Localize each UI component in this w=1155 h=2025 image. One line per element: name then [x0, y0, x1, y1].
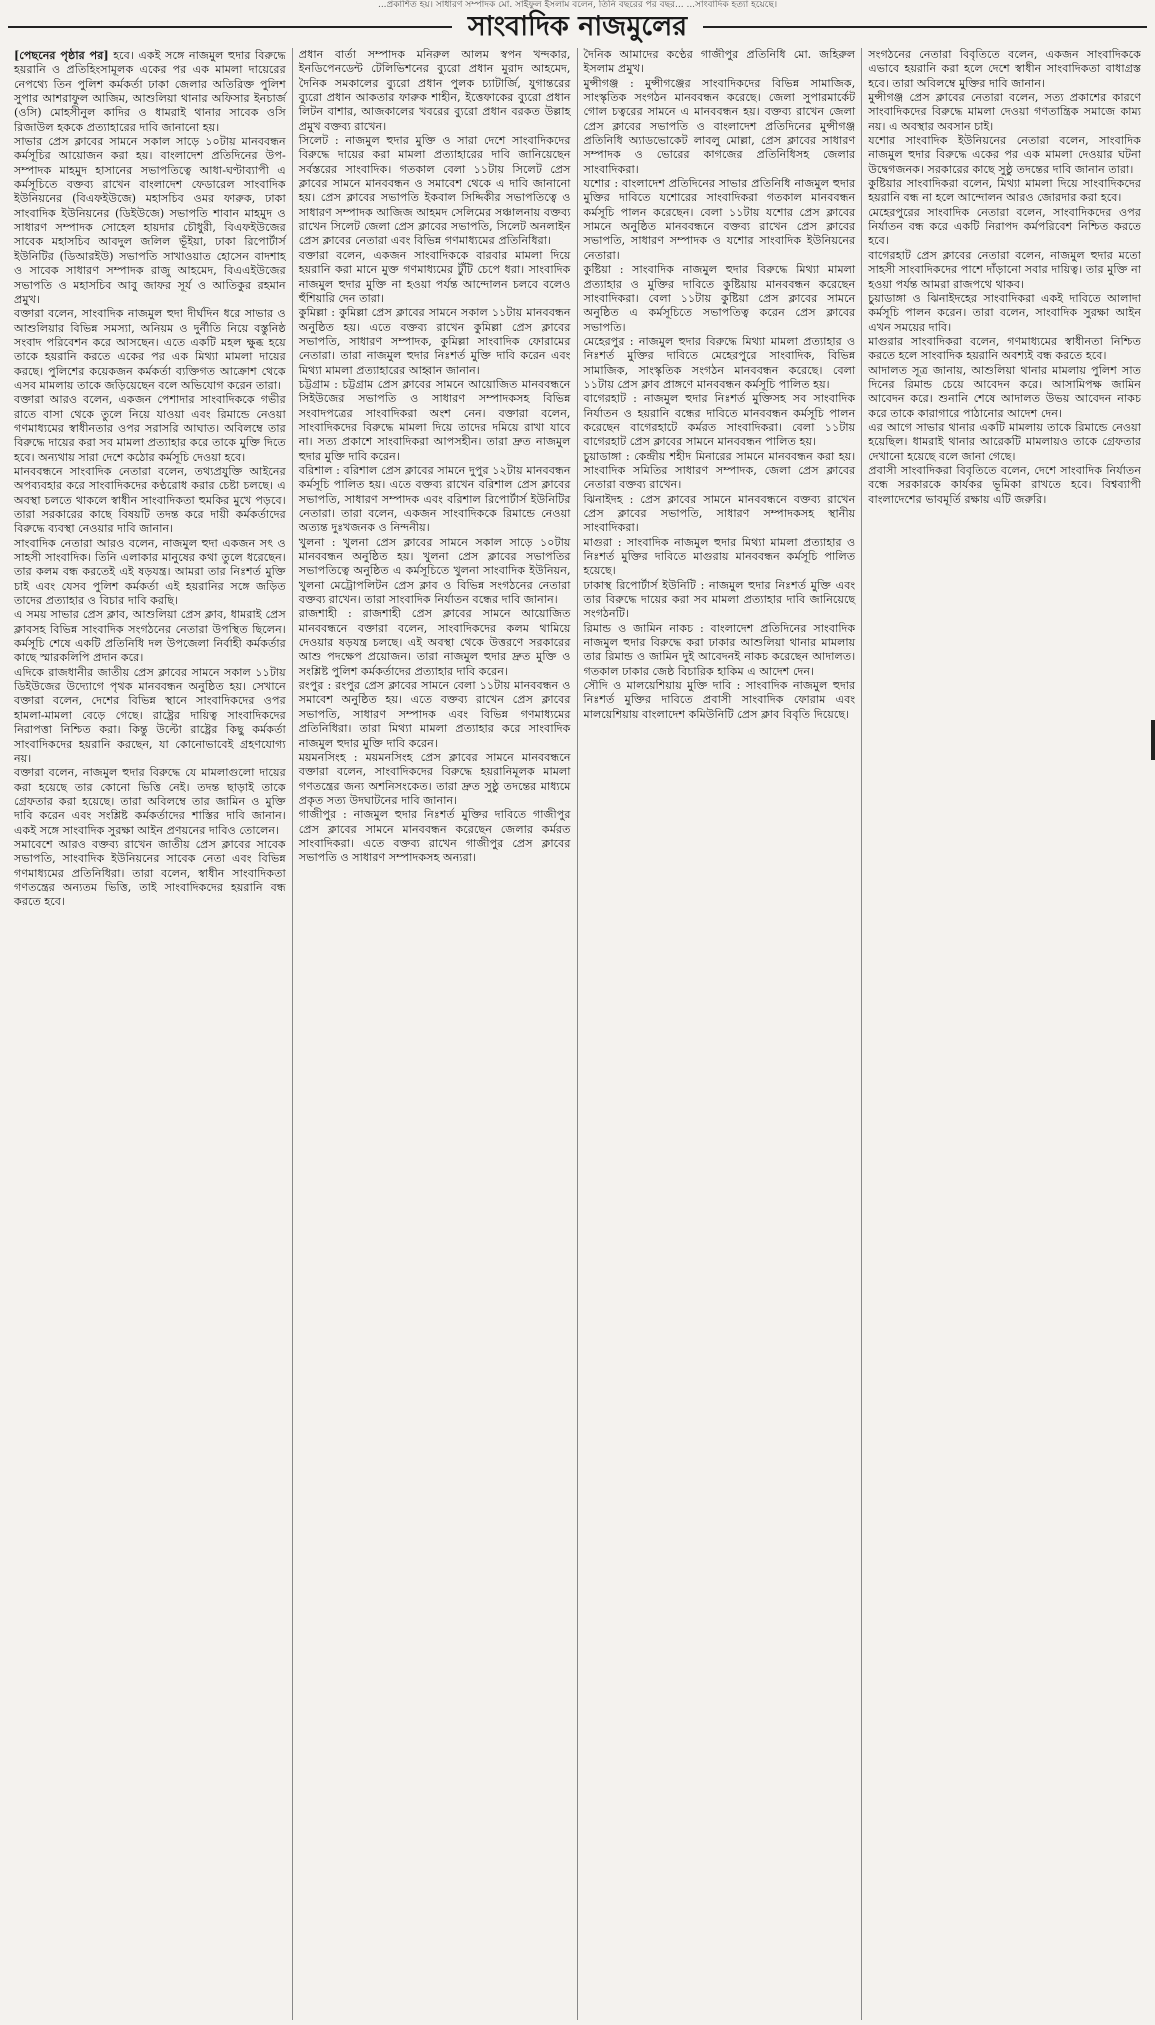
article-paragraph: আদালত সূত্র জানায়, আশুলিয়া থানার মামলায় পুলিশ সাত দিনের রিমান্ড চেয়ে আবেদন করে। আসামিপক্ষ জামিন আবেদন করে। শুনানি শেষে আদালত উভয় আবেদন নাকচ করে তাকে কারাগারে পাঠানোর আদেশ দেন। — [868, 363, 1141, 420]
article-paragraph: মুন্সীগঞ্জ প্রেস ক্লাবের নেতারা বলেন, সত্য প্রকাশের কারণে সাংবাদিকদের বিরুদ্ধে মামলা দেওয়া গণতান্ত্রিক সমাজে কাম্য নয়। এ অবস্থার অবসান চাই। — [868, 91, 1141, 133]
article-column-4 — [862, 48, 1147, 2020]
article-column-1 — [8, 48, 293, 2020]
article-paragraph: সাভার প্রেস ক্লাবের সামনে সকাল সাড়ে ১০টায় মানববন্ধন কর্মসূচির আয়োজন করা হয়। বাংলাদেশ প্রতিদিনের উপ-সম্পাদক মাহমুদ হাসানের সভাপতিত্বে আধা-ঘণ্টাব্যাপী এ কর্মসূচিতে বক্তব্য রাখেন বাংলাদেশ ফেডারেল সাংবাদিক ইউনিয়নের (বিএফইউজে) মহাসচিব ওমর ফারুক, ঢাকা সাংবাদিক ইউনিয়নের (ডিইউজে) সভাপতি শাবান মাহমুদ ও সাধারণ সম্পাদক সোহেল হায়দার চৌধুরী, বিএফইউজের সাবেক মহাসচিব আবদুল জলিল ভূঁইয়া, ঢাকা রিপোর্টার্স ইউনিটির (ডিআরইউ) সভাপতি সাখাওয়াত হোসেন বাদশাহ ও সাবেক সাধারণ সম্পাদক রাজু আহমেদ, বিএএইউজের সভাপতি ও মহাসচিব আবু জাফর সূর্য ও আতিকুর রহমান প্রমুখ। — [14, 135, 286, 306]
article-paragraph: যশোর সাংবাদিক ইউনিয়নের নেতারা বলেন, সাংবাদিক নাজমুল হুদার বিরুদ্ধে একের পর এক মামলা দেওয়ার ঘটনা উদ্বেগজনক। সরকারের কাছে সুষ্ঠু তদন্তের দাবি জানান তারা। — [868, 134, 1141, 176]
article-paragraph: সাংবাদিক নেতারা আরও বলেন, নাজমুল হুদা একজন সৎ ও সাহসী সাংবাদিক। তিনি এলাকার মানুষের কথা তুলে ধরেছেন। তার কলম বন্ধ করতেই এই ষড়যন্ত্র। আমরা তার নিঃশর্ত মুক্তি চাই এবং যেসব পুলিশ কর্মকর্তা এই হয়রানির সঙ্গে জড়িত তাদের প্রত্যাহার ও বিচার দাবি করছি। — [14, 536, 286, 608]
article-columns — [8, 48, 1147, 2020]
article-paragraph: চট্টগ্রাম : চট্টগ্রাম প্রেস ক্লাবের সামনে আয়োজিত মানববন্ধনে সিইউজের সভাপতি ও সাধারণ সম্পাদকসহ বিভিন্ন সংবাদপত্রের সাংবাদিকরা অংশ নেন। বক্তারা বলেন, সাংবাদিকদের বিরুদ্ধে মামলা দিয়ে তাদের দমিয়ে রাখা যাবে না। সত্য প্রকাশে সাংবাদিকরা আপসহীন। তারা দ্রুত নাজমুল হুদার মুক্তি দাবি করেন। — [298, 377, 571, 463]
article-paragraph: মাগুরার সাংবাদিকরা বলেন, গণমাধ্যমের স্বাধীনতা নিশ্চিত করতে হলে সাংবাদিক হয়রানি অবশ্যই বন্ধ করতে হবে। — [868, 334, 1141, 363]
article-paragraph: কুষ্টিয়া : সাংবাদিক নাজমুল হুদার বিরুদ্ধে মিথ্যা মামলা প্রত্যাহার ও মুক্তির দাবিতে কুষ্টিয়ায় মানববন্ধন করেছেন সাংবাদিকরা। বেলা ১১টায় কুষ্টিয়া প্রেস ক্লাবের সামনে অনুষ্ঠিত এ কর্মসূচিতে সভাপতিত্ব করেন প্রেস ক্লাবের সভাপতি। — [583, 263, 856, 334]
article-paragraph: কুষ্টিয়ার সাংবাদিকরা বলেন, মিথ্যা মামলা দিয়ে সাংবাদিকদের হয়রানি বন্ধ না হলে আন্দোলন আরও জোরদার করা হবে। — [868, 177, 1141, 205]
article-paragraph: বক্তারা বলেন, সাংবাদিক নাজমুল হুদা দীর্ঘদিন ধরে সাভার ও আশুলিয়ার বিভিন্ন সমস্যা, অনিয়ম ও দুর্নীতি নিয়ে বস্তুনিষ্ঠ সংবাদ পরিবেশন করে আসছেন। এতে একটি মহল ক্ষুব্ধ হয়ে তাকে হয়রানি করতে একের পর এক মিথ্যা মামলা দায়ের করছে। পুলিশের কয়েকজন কর্মকর্তা ব্যক্তিগত আক্রোশ থেকে এসব মামলায় তাকে জড়িয়েছেন বলে অভিযোগ করেন তারা। — [14, 307, 286, 392]
article-paragraph: এ সময় সাভার প্রেস ক্লাব, আশুলিয়া প্রেস ক্লাব, ধামরাই প্রেস ক্লাবসহ বিভিন্ন সাংবাদিক সংগঠনের নেতারা উপস্থিত ছিলেন। কর্মসূচি শেষে একটি প্রতিনিধি দল উপজেলা নির্বাহী কর্মকর্তার কাছে স্মারকলিপি প্রদান করে। — [14, 608, 286, 665]
article-paragraph: খুলনা : খুলনা প্রেস ক্লাবের সামনে সকাল সাড়ে ১০টায় মানববন্ধন অনুষ্ঠিত হয়। খুলনা প্রেস ক্লাবের সভাপতির সভাপতিত্বে অনুষ্ঠিত এ কর্মসূচিতে খুলনা সাংবাদিক ইউনিয়ন, খুলনা মেট্রোপলিটন প্রেস ক্লাব ও বিভিন্ন সংগঠনের নেতারা বক্তব্য রাখেন। তারা সাংবাদিক নির্যাতন বন্ধের দাবি জানান। — [298, 535, 571, 607]
article-paragraph: মাগুরা : সাংবাদিক নাজমুল হুদার মিথ্যা মামলা প্রত্যাহার ও নিঃশর্ত মুক্তির দাবিতে মাগুরায় মানববন্ধন কর্মসূচি পালিত হয়েছে। — [583, 535, 856, 578]
article-paragraph: রিমান্ড ও জামিন নাকচ : বাংলাদেশ প্রতিদিনের সাংবাদিক নাজমুল হুদার বিরুদ্ধে করা ঢাকার আশুলিয়া থানার মামলায় তার রিমান্ড ও জামিন দুই আবেদনই নাকচ করেছেন আদালত। গতকাল ঢাকার জেষ্ঠ বিচারিক হাকিম এ আদেশ দেন। — [583, 621, 856, 678]
article-paragraph: চুয়াডাঙ্গা ও ঝিনাইদহের সাংবাদিকরা একই দাবিতে আলাদা কর্মসূচি পালন করেন। তারা বলেন, সাংবাদিক সুরক্ষা আইন এখন সময়ের দাবি। — [868, 291, 1141, 334]
article-paragraph: [পেছনের পৃষ্ঠার পর] হবে। একই সঙ্গে নাজমুল হুদার বিরুদ্ধে হয়রানি ও প্রতিহিংসামূলক একের পর এক মামলা দায়েরের নেপথ্যে তিন পুলিশ কর্মকর্তা ঢাকা জেলার অতিরিক্ত পুলিশ সুপার আশরাফুল আজিম, আশুলিয়া থানার অফিসার ইনচার্জ (ওসি) মোহসীনুল কাদির ও ধামরাই থানার সাবেক ওসি রিজাউল হককে প্রত্যাহারের দাবি জানানো হয়। — [14, 48, 286, 134]
article-paragraph: রংপুর : রংপুর প্রেস ক্লাবের সামনে বেলা ১১টায় মানববন্ধন ও সমাবেশ অনুষ্ঠিত হয়। এতে বক্তব্য রাখেন প্রেস ক্লাবের সভাপতি, সাধারণ সম্পাদক এবং বিভিন্ন গণমাধ্যমের প্রতিনিধিরা। তারা মিথ্যা মামলা প্রত্যাহার করে সাংবাদিক নাজমুল হুদার মুক্তি দাবি করেন। — [298, 679, 571, 750]
article-paragraph: বাগেরহাট : নাজমুল হুদার নিঃশর্ত মুক্তিসহ সব সাংবাদিক নির্যাতন ও হয়রানি বন্ধের দাবিতে মানববন্ধন কর্মসূচি পালন করেছেন বাগেরহাটে কর্মরত সাংবাদিকরা। বেলা ১১টায় বাগেরহাট প্রেস ক্লাবের সামনে মানববন্ধন পালিত হয়। — [583, 392, 856, 449]
article-paragraph: মেহেরপুরের সাংবাদিক নেতারা বলেন, সাংবাদিকদের ওপর নির্যাতন বন্ধ করে একটি নিরাপদ কর্মপরিবেশ নিশ্চিত করতে হবে। — [868, 205, 1141, 248]
article-paragraph: এর আগে সাভার থানার একটি মামলায় তাকে রিমান্ডে নেওয়া হয়েছিল। ধামরাই থানার আরেকটি মামলায়ও তাকে গ্রেফতার দেখানো হয়েছে বলে জানা গেছে। — [868, 420, 1141, 463]
article-paragraph: সংগঠনের নেতারা বিবৃতিতে বলেন, একজন সাংবাদিককে এভাবে হয়রানি করা হলে দেশে স্বাধীন সাংবাদিকতা বাধাগ্রস্ত হবে। তারা অবিলম্বে মুক্তির দাবি জানান। — [868, 48, 1141, 90]
article-paragraph: বাগেরহাট প্রেস ক্লাবের নেতারা বলেন, নাজমুল হুদার মতো সাহসী সাংবাদিকদের পাশে দাঁড়ানো সবার দায়িত্ব। তার মুক্তি না হওয়া পর্যন্ত আমরা রাজপথে থাকব। — [868, 248, 1141, 291]
article-paragraph: বক্তারা বলেন, নাজমুল হুদার বিরুদ্ধে যে মামলাগুলো দায়ের করা হয়েছে তার কোনো ভিত্তি নেই। তদন্ত ছাড়াই তাকে গ্রেফতার করা হয়েছে। তারা অবিলম্বে তার জামিন ও মুক্তি দাবি করেন এবং সংশ্লিষ্ট কর্মকর্তাদের শাস্তির দাবি জানান। একই সঙ্গে সাংবাদিক সুরক্ষা আইন প্রণয়নের দাবিও তোলেন। — [14, 766, 286, 837]
article-column-2 — [293, 48, 578, 2020]
article-paragraph: সমাবেশে আরও বক্তব্য রাখেন জাতীয় প্রেস ক্লাবের সাবেক সভাপতি, সাংবাদিক ইউনিয়নের সাবেক নেতা এবং বিভিন্ন গণমাধ্যমের প্রতিনিধিরা। তারা বলেন, স্বাধীন সাংবাদিকতা গণতন্ত্রের অন্যতম ভিত্তি, তাই সাংবাদিকদের হয়রানি বন্ধ করতে হবে। — [14, 837, 286, 909]
article-paragraph: যশোর : বাংলাদেশ প্রতিদিনের সাভার প্রতিনিধি নাজমুল হুদার মুক্তির দাবিতে যশোরের সাংবাদিকরা গতকাল মানববন্ধন কর্মসূচি পালন করেছেন। বেলা ১১টায় যশোর প্রেস ক্লাবের সামনে অনুষ্ঠিত মানববন্ধনে বক্তব্য রাখেন প্রেস ক্লাবের সভাপতি, সাধারণ সম্পাদক ও যশোর সাংবাদিক ইউনিয়নের নেতারা। — [583, 177, 856, 262]
article-paragraph: দৈনিক আমাদের কণ্ঠের গাজীপুর প্রতিনিধি মো. জহিরুল ইসলাম প্রমুখ। — [583, 48, 856, 76]
article-paragraph: রাজশাহী : রাজশাহী প্রেস ক্লাবের সামনে আয়োজিত মানববন্ধনে বক্তারা বলেন, সাংবাদিকদের কলম থামিয়ে দেওয়ার ষড়যন্ত্র চলছে। এই অবস্থা থেকে উত্তরণে সরকারের আশু পদক্ষেপ প্রয়োজন। তারা নাজমুল হুদার দ্রুত মুক্তি ও সংশ্লিষ্ট পুলিশ কর্মকর্তাদের প্রত্যাহার দাবি করেন। — [298, 607, 571, 678]
article-paragraph: মুন্সীগঞ্জ : মুন্সীগঞ্জের সাংবাদিকদের বিভিন্ন সামাজিক, সাংস্কৃতিক সংগঠন মানববন্ধন করেছে। জেলা সুপারমার্কেট গোল চত্বরের সামনে এ মানববন্ধন হয়। বক্তব্য রাখেন জেলা প্রেস ক্লাবের সভাপতি ও বাংলাদেশ প্রতিদিনের মুন্সীগঞ্জ প্রতিনিধি অ্যাডভোকেট লাবলু মোল্লা, প্রেস ক্লাবের সাধারণ সম্পাদক ও ভোরের কাগজের প্রতিনিধিসহ জেলার সাংবাদিকরা। — [583, 76, 856, 176]
article-paragraph: কুমিল্লা : কুমিল্লা প্রেস ক্লাবের সামনে সকাল ১১টায় মানববন্ধন অনুষ্ঠিত হয়। এতে বক্তব্য রাখেন কুমিল্লা প্রেস ক্লাবের সভাপতি, সাধারণ সম্পাদক, কুমিল্লা সাংবাদিক ফোরামের নেতারা। তারা নাজমুল হুদার নিঃশর্ত মুক্তি দাবি করেন এবং মিথ্যা মামলা প্রত্যাহারের আহ্বান জানান। — [298, 306, 571, 377]
article-paragraph: বরিশাল : বরিশাল প্রেস ক্লাবের সামনে দুপুর ১২টায় মানববন্ধন কর্মসূচি পালিত হয়। এতে বক্তব্য রাখেন বরিশাল প্রেস ক্লাবের সভাপতি, সাধারণ সম্পাদক এবং বরিশাল রিপোর্টার্স ইউনিটির নেতারা। তারা বলেন, একজন সাংবাদিককে রিমান্ডে নেওয়া অত্যন্ত দুঃখজনক ও নিন্দনীয়। — [298, 463, 571, 535]
article-paragraph: প্রধান বার্তা সম্পাদক মনিরুল আলম স্বপন খন্দকার, ইনডিপেনডেন্ট টেলিভিশনের ব্যুরো প্রধান মুরাদ আহমেদ, দৈনিক সমকালের ব্যুরো প্রধান পুলক চ্যাটার্জি, যুগান্তরের ব্যুরো প্রধান আকতার ফারুক শাহীন, ইত্তেফাকের ব্যুরো প্রধান লিটন বাশার, আজকালের খবরের ব্যুরো প্রধান বরকত উল্লাহ প্রমুখ বক্তব্য রাখেন। — [298, 48, 571, 133]
article-paragraph: ঢাকাস্থ রিপোর্টার্স ইউনিটি : নাজমুল হুদার নিঃশর্ত মুক্তি এবং তার বিরুদ্ধে দায়ের করা সব মামলা প্রত্যাহার দাবি জানিয়েছে সংগঠনটি। — [583, 578, 856, 621]
headline-row — [8, 10, 1147, 44]
page-title: সাংবাদিক নাজমুলের — [467, 11, 688, 42]
article-paragraph: মানববন্ধনে সাংবাদিক নেতারা বলেন, তথ্যপ্রযুক্তি আইনের অপব্যবহার করে সাংবাদিকদের কণ্ঠরোধ করার চেষ্টা চলছে। এ অবস্থা চলতে থাকলে স্বাধীন সাংবাদিকতা হুমকির মুখে পড়বে। তারা সরকারের কাছে বিষয়টি তদন্ত করে দায়ী কর্মকর্তাদের বিরুদ্ধে ব্যবস্থা নেওয়ার দাবি জানান। — [14, 464, 286, 536]
continued-marker: [পেছনের পৃষ্ঠার পর] — [14, 48, 109, 62]
article-paragraph: বক্তারা আরও বলেন, একজন পেশাদার সাংবাদিককে গভীর রাতে বাসা থেকে তুলে নিয়ে যাওয়া এবং রিমান্ডে নেওয়া গণমাধ্যমের স্বাধীনতার ওপর সরাসরি আঘাত। অবিলম্বে তার বিরুদ্ধে দায়ের করা সব মামলা প্রত্যাহার করে তাকে মুক্তি দিতে হবে। অন্যথায় সারা দেশে কঠোর কর্মসূচি দেওয়া হবে। — [14, 393, 286, 464]
article-paragraph: গাজীপুর : নাজমুল হুদার নিঃশর্ত মুক্তির দাবিতে গাজীপুর প্রেস ক্লাবের সামনে মানববন্ধন করেছেন জেলার কর্মরত সাংবাদিকরা। এতে বক্তব্য রাখেন গাজীপুর প্রেস ক্লাবের সভাপতি ও সাধারণ সম্পাদকসহ অন্যরা। — [298, 808, 571, 865]
article-paragraph: চুয়াডাঙ্গা : কেন্দ্রীয় শহীদ মিনারের সামনে মানববন্ধন করা হয়। সাংবাদিক সমিতির সাধারণ সম্পাদক, জেলা প্রেস ক্লাবের নেতারা বক্তব্য রাখেন। — [583, 449, 856, 492]
article-paragraph: সৌদি ও মালয়েশিয়ায় মুক্তি দাবি : সাংবাদিক নাজমুল হুদার নিঃশর্ত মুক্তির দাবিতে প্রবাসী সাংবাদিক ফোরাম এবং মালয়েশিয়ায় বাংলাদেশ কমিউনিটি প্রেস ক্লাব বিবৃতি দিয়েছে। — [583, 679, 856, 721]
article-paragraph: মেহেরপুর : নাজমুল হুদার বিরুদ্ধে মিথ্যা মামলা প্রত্যাহার ও নিঃশর্ত মুক্তির দাবিতে মেহেরপুরে সাংবাদিক, বিভিন্ন সামাজিক, সাংস্কৃতিক সংগঠন মানববন্ধন করেছে। বেলা ১১টায় প্রেস ক্লাব প্রাঙ্গণে মানববন্ধন কর্মসূচি পালিত হয়। — [583, 334, 856, 391]
article-column-3 — [578, 48, 863, 2020]
headline-rule-right — [703, 26, 1147, 28]
top-caption: ...প্রকাশিত হয়। সাধারণ সম্পাদক মো. সাইফুল ইসলাম বলেন, তিনি বছরের পর বছর... ...সাংবাদিক হত্যা হয়েছে। — [377, 0, 778, 10]
article-paragraph: ময়মনসিংহ : ময়মনসিংহ প্রেস ক্লাবের সামনে মানববন্ধনে বক্তারা বলেন, সাংবাদিকদের বিরুদ্ধে হয়রানিমূলক মামলা গণতন্ত্রের জন্য অশনিসংকেত। তারা দ্রুত সুষ্ঠু তদন্তের মাধ্যমে প্রকৃত সত্য উদঘাটনের দাবি জানান। — [298, 750, 571, 807]
page-edge-mark — [1151, 720, 1155, 760]
article-paragraph: এদিকে রাজধানীর জাতীয় প্রেস ক্লাবের সামনে সকাল ১১টায় ডিইউজের উদ্যোগে পৃথক মানববন্ধন অনুষ্ঠিত হয়। সেখানে বক্তারা বলেন, দেশের বিভিন্ন স্থানে সাংবাদিকদের ওপর হামলা-মামলা বেড়ে গেছে। রাষ্ট্রের দায়িত্ব সাংবাদিকদের নিরাপত্তা নিশ্চিত করা। কিন্তু উল্টো রাষ্ট্রের কিছু কর্মকর্তা সাংবাদিকদের হয়রানি করছেন, যা কোনোভাবেই গ্রহণযোগ্য নয়। — [14, 665, 286, 765]
headline-rule-left — [8, 26, 452, 28]
article-paragraph: ঝিনাইদহ : প্রেস ক্লাবের সামনে মানববন্ধনে বক্তব্য রাখেন প্রেস ক্লাবের সভাপতি, সাধারণ সম্পাদকসহ স্থানীয় সাংবাদিকরা। — [583, 492, 856, 535]
article-paragraph: সিলেট : নাজমুল হুদার মুক্তি ও সারা দেশে সাংবাদিকদের বিরুদ্ধে দায়ের করা মামলা প্রত্যাহারের দাবি জানিয়েছেন সর্বস্তরের সাংবাদিক। গতকাল বেলা ১১টায় সিলেট প্রেস ক্লাবের সামনে মানববন্ধন ও সমাবেশ থেকে এ দাবি জানানো হয়। প্রেস ক্লাবের সভাপতি ইকবাল সিদ্দিকীর সভাপতিত্বে ও সাধারণ সম্পাদক আজিজ আহমদ সেলিমের সঞ্চালনায় বক্তব্য রাখেন সিলেট জেলা প্রেস ক্লাবের সভাপতি, সিলেট অনলাইন প্রেস ক্লাবের নেতারা এবং বিভিন্ন গণমাধ্যমের প্রতিনিধিরা। — [298, 134, 571, 248]
article-paragraph: প্রবাসী সাংবাদিকরা বিবৃতিতে বলেন, দেশে সাংবাদিক নির্যাতন বন্ধে সরকারকে কার্যকর ভূমিকা রাখতে হবে। বিশ্বব্যাপী বাংলাদেশের ভাবমূর্তি রক্ষায় এটি জরুরি। — [868, 463, 1141, 506]
article-paragraph: বক্তারা বলেন, একজন সাংবাদিককে বারবার মামলা দিয়ে হয়রানি করা মানে মুক্ত গণমাধ্যমের টুঁটি চেপে ধরা। সাংবাদিক নাজমুল হুদার মুক্তি না হওয়া পর্যন্ত আন্দোলন চলবে বলেও হুঁশিয়ারি দেন তারা। — [298, 248, 571, 305]
